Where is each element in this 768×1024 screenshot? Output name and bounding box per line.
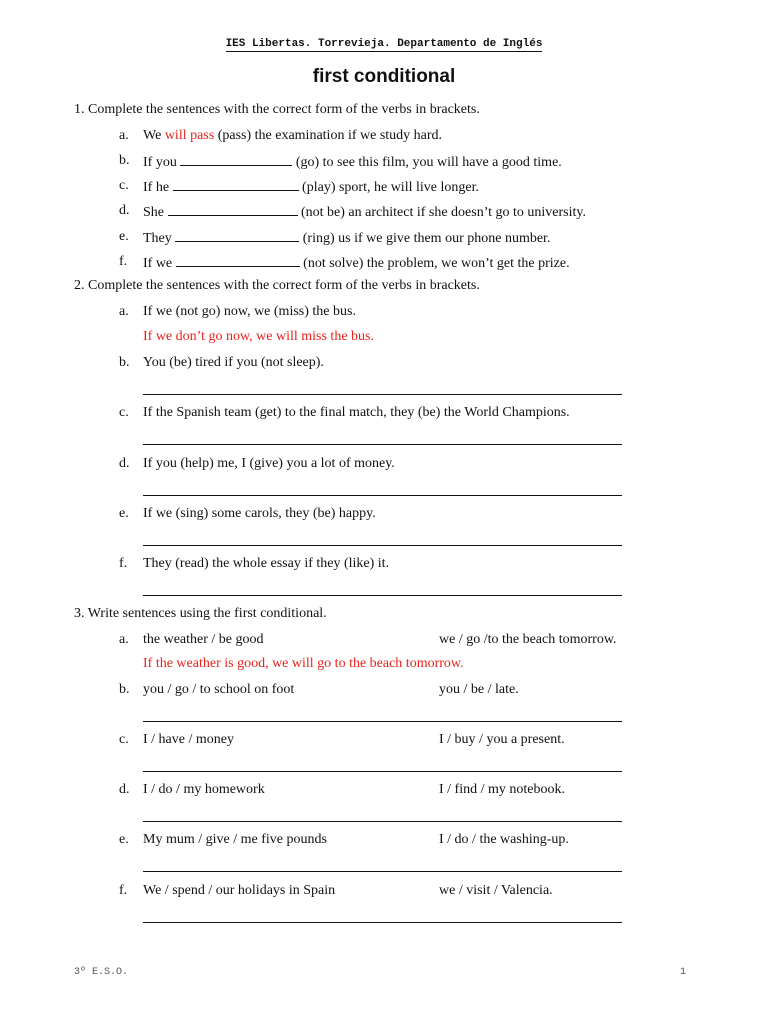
ex3-prompt-right-b: you / be / late.	[439, 682, 519, 697]
page-title: first conditional	[312, 66, 456, 87]
ex3-prompt-right-e: I / do / the washing-up.	[439, 832, 569, 847]
ex2-item-f: They (read) the whole essay if they (like) it.	[143, 556, 390, 571]
ex1-letter-b: b.	[119, 153, 130, 168]
ex2-item-d: If you (help) me, I (give) you a lot of money.	[143, 456, 395, 471]
ex2-letter-a: a.	[119, 304, 129, 319]
ex1-item-e: They (ring) us if we give them our phone number.	[143, 231, 551, 246]
ex3-answer-line-f[interactable]	[143, 922, 622, 923]
ex3-prompt-left-d: I / do / my homework	[143, 782, 265, 797]
ex1-blank-b[interactable]	[180, 153, 292, 166]
ex3-prompt-left-b: you / go / to school on foot	[143, 682, 295, 697]
ex2-item-a: If we (not go) now, we (miss) the bus.	[143, 304, 356, 319]
ex2-answer-line-d[interactable]	[143, 495, 622, 496]
ex2-letter-f: f.	[119, 556, 128, 571]
ex2-letter-d: d.	[119, 456, 130, 471]
exercise-3-instruction: 3. Write sentences using the first conditional.	[74, 606, 327, 621]
ex1-item-d: She (not be) an architect if she doesn’t go to university.	[143, 205, 586, 220]
ex3-prompt-right-a: we / go /to the beach tomorrow.	[439, 632, 617, 647]
ex1-blank-d[interactable]	[168, 203, 298, 216]
ex2-answer-a: If we don’t go now, we will miss the bus.	[143, 329, 374, 344]
ex2-answer-line-c[interactable]	[143, 444, 622, 445]
school-header: IES Libertas. Torrevieja. Departamento de Inglés	[225, 38, 543, 50]
ex1-item-a: We will pass (pass) the examination if we study hard.	[143, 128, 443, 143]
ex1-letter-e: e.	[119, 229, 129, 244]
ex3-prompt-left-a: the weather / be good	[143, 632, 264, 647]
ex3-prompt-left-e: My mum / give / me five pounds	[143, 832, 327, 847]
ex3-answer-line-d[interactable]	[143, 821, 622, 822]
ex2-item-b: You (be) tired if you (not sleep).	[143, 355, 324, 370]
ex1-blank-e[interactable]	[175, 229, 299, 242]
ex3-prompt-left-c: I / have / money	[143, 732, 234, 747]
ex1-letter-d: d.	[119, 203, 130, 218]
ex3-prompt-right-f: we / visit / Valencia.	[439, 883, 553, 898]
ex2-letter-e: e.	[119, 506, 129, 521]
ex2-item-e: If we (sing) some carols, they (be) happy.	[143, 506, 376, 521]
ex3-answer-line-c[interactable]	[143, 771, 622, 772]
ex2-answer-line-b[interactable]	[143, 394, 622, 395]
ex1-letter-a: a.	[119, 128, 129, 143]
ex3-letter-e: e.	[119, 832, 129, 847]
ex1-blank-c[interactable]	[173, 178, 299, 191]
ex3-prompt-right-c: I / buy / you a present.	[439, 732, 565, 747]
ex2-answer-line-e[interactable]	[143, 545, 622, 546]
ex3-answer-line-b[interactable]	[143, 721, 622, 722]
ex2-item-c: If the Spanish team (get) to the final match, they (be) the World Champions.	[143, 405, 570, 420]
exercise-2-instruction: 2. Complete the sentences with the correct form of the verbs in brackets.	[74, 278, 480, 293]
ex1-answer-a: will pass	[164, 128, 215, 143]
ex2-letter-b: b.	[119, 355, 130, 370]
ex3-letter-b: b.	[119, 682, 130, 697]
ex3-letter-d: d.	[119, 782, 130, 797]
ex1-letter-f: f.	[119, 254, 128, 269]
ex3-answer-a: If the weather is good, we will go to the beach tomorrow.	[143, 656, 464, 671]
ex3-letter-c: c.	[119, 732, 129, 747]
footer-course: 3º E.S.O.	[74, 967, 129, 978]
ex1-item-c: If he (play) sport, he will live longer.	[143, 180, 479, 195]
ex1-item-b: If you (go) to see this film, you will have a good time.	[143, 155, 562, 170]
ex3-prompt-right-d: I / find / my notebook.	[439, 782, 565, 797]
ex1-letter-c: c.	[119, 178, 129, 193]
exercise-1-instruction: 1. Complete the sentences with the correct form of the verbs in brackets.	[74, 102, 480, 117]
ex3-letter-f: f.	[119, 883, 128, 898]
ex3-answer-line-e[interactable]	[143, 871, 622, 872]
ex1-blank-f[interactable]	[176, 254, 300, 267]
footer-page-number: 1	[680, 967, 687, 978]
ex2-answer-line-f[interactable]	[143, 595, 622, 596]
ex3-prompt-left-f: We / spend / our holidays in Spain	[143, 883, 336, 898]
ex2-letter-c: c.	[119, 405, 129, 420]
ex1-item-f: If we (not solve) the problem, we won’t get the prize.	[143, 256, 570, 271]
ex3-letter-a: a.	[119, 632, 129, 647]
